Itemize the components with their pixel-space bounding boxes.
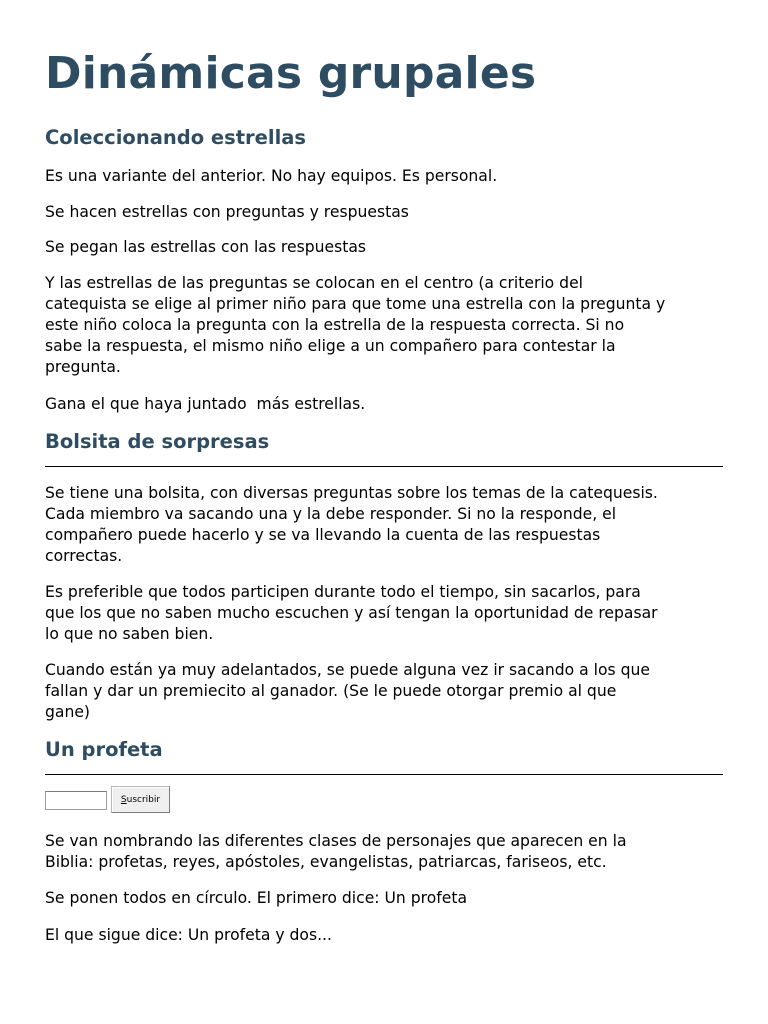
subscribe-button-accesskey: S: [120, 794, 127, 805]
paragraph: Es una variante del anterior. No hay equipos. Es personal.: [45, 167, 498, 185]
subscribe-button-label: uscribir: [126, 794, 161, 805]
paragraph: Se van nombrando las diferentes clases de personajes que aparecen en la Biblia: profetas, reyes, apóstoles, evangelistas, patriarcas, fariseos, etc.: [45, 832, 627, 871]
section-heading-un-profeta: Un profeta: [45, 738, 163, 761]
subscribe-button[interactable]: [111, 786, 170, 813]
section-heading-bolsita-de-sorpresas: Bolsita de sorpresas: [45, 430, 270, 453]
section-divider: [45, 774, 723, 775]
paragraph: Gana el que haya juntado más estrellas.: [45, 395, 366, 413]
section-divider: [45, 466, 723, 467]
paragraph: Cuando están ya muy adelantados, se puede alguna vez ir sacando a los que fallan y dar un premiecito al ganador. (Se le puede otorgar premio al que gane): [45, 661, 650, 721]
paragraph: El que sigue dice: Un profeta y dos...: [45, 926, 332, 944]
paragraph: Y las estrellas de las preguntas se colocan en el centro (a criterio del catequista se elige al primer niño para que tome una estrella con la pregunta y este niño coloca la pregunta con la estrella de la respuesta correcta. Si no sabe la respuesta, el mismo niño elige a un compañero para contestar la pregunta.: [45, 274, 666, 376]
subscribe-email-input[interactable]: [45, 791, 107, 810]
paragraph: Se hacen estrellas con preguntas y respuestas: [45, 203, 409, 221]
section-heading-coleccionando-estrellas: Coleccionando estrellas: [45, 126, 307, 149]
page-title: Dinámicas grupales: [45, 48, 537, 99]
paragraph: Se pegan las estrellas con las respuestas: [45, 238, 367, 256]
paragraph: Se tiene una bolsita, con diversas preguntas sobre los temas de la catequesis. Cada miembro va sacando una y la debe responder. Si no la responde, el compañero puede hacerlo y se va llevando la cuenta de las respuestas correctas.: [45, 484, 658, 565]
paragraph: Se ponen todos en círculo. El primero dice: Un profeta: [45, 889, 468, 907]
paragraph: Es preferible que todos participen durante todo el tiempo, sin sacarlos, para que los que no saben mucho escuchen y así tengan la oportunidad de repasar lo que no saben bien.: [45, 583, 658, 643]
